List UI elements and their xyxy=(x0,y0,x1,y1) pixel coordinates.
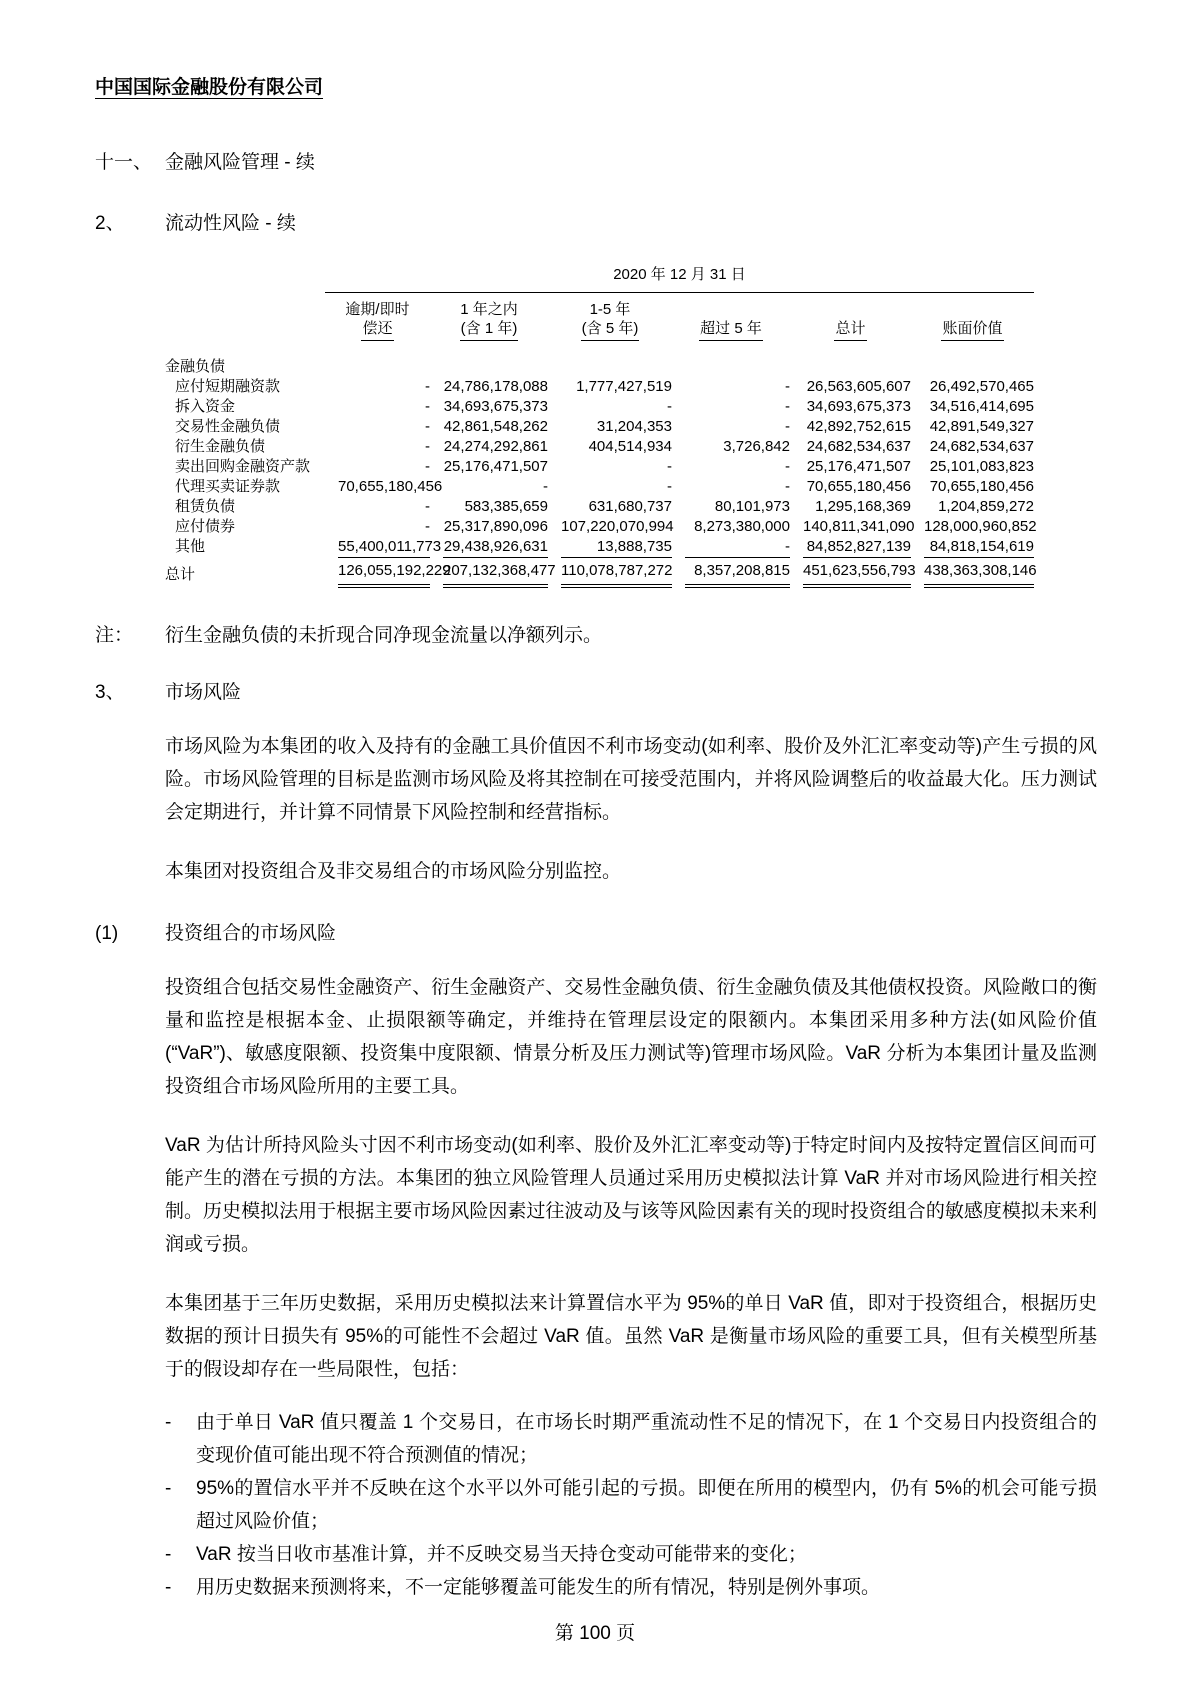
table-cell-r8-c2: 13,888,735 xyxy=(596,538,672,555)
table-cell-r1-c0: - xyxy=(425,398,430,415)
table-cell-r2-c5: 42,891,549,327 xyxy=(929,418,1034,435)
table-cell-r1-c1: 34,693,675,373 xyxy=(443,398,548,415)
table-group-label: 金融负债 xyxy=(165,358,226,375)
market-risk-title: 市场风险 xyxy=(165,682,242,703)
bullet-text: 95%的置信水平并不反映在这个水平以外可能引起的亏损。即便在所用的模型内，仍有 5%的机会可能亏损超过风险价值； xyxy=(196,1478,1097,1532)
note-text: 衍生金融负债的未折现合同净现金流量以净额列示。 xyxy=(165,625,603,646)
table-cell-r7-c5: 128,000,960,852 xyxy=(924,518,1037,535)
table-row-label: 卖出回购金融资产款 xyxy=(175,458,311,475)
var-limitation-item-1 xyxy=(165,1406,1097,1472)
table-cell-r5-c4: 70,655,180,456 xyxy=(806,478,911,495)
section-financial-risk xyxy=(95,147,1095,174)
table-cell-r4-c2: - xyxy=(667,458,672,475)
table-row-label: 其他 xyxy=(175,538,206,555)
table-cell-r6-c0: - xyxy=(425,498,430,515)
table-cell-r0-c5: 26,492,570,465 xyxy=(929,378,1034,395)
table-total-cell-2: 110,078,787,272 xyxy=(548,557,672,588)
table-total-cell-3: 8,357,208,815 xyxy=(672,557,790,588)
table-cell-r3-c1: 24,274,292,861 xyxy=(443,438,548,455)
portfolio-number: (1) xyxy=(95,923,119,944)
section-title: 金融风险管理 - 续 xyxy=(165,152,315,173)
table-cell-r2-c3: - xyxy=(785,418,790,435)
table-cell-r4-c5: 25,101,083,823 xyxy=(929,458,1034,475)
table-col-header-2: 1-5 年 (含 5 年) xyxy=(548,293,672,341)
table-row-label: 交易性金融负债 xyxy=(175,418,281,435)
table-cell-r2-c1: 42,861,548,262 xyxy=(443,418,548,435)
table-cell-r0-c0: - xyxy=(425,378,430,395)
table-cell-r0-c4: 26,563,605,607 xyxy=(806,378,911,395)
table-cell-r4-c0: - xyxy=(425,458,430,475)
table-col-header-4: 总计 xyxy=(790,293,911,341)
table-cell-r3-c3: 3,726,842 xyxy=(723,438,790,455)
bullet-dash: - xyxy=(165,1478,172,1499)
table-cell-r7-c1: 25,317,890,096 xyxy=(443,518,548,535)
table-cell-r5-c5: 70,655,180,456 xyxy=(929,478,1034,495)
table-col-header-5: 账面价值 xyxy=(911,293,1034,341)
table-cell-r5-c2: - xyxy=(667,478,672,495)
table-cell-r2-c2: 31,204,353 xyxy=(596,418,672,435)
table-date-header: 2020 年 12 月 31 日 xyxy=(325,263,1034,293)
bullet-text: 用历史数据来预测将来，不一定能够覆盖可能发生的所有情况，特别是例外事项。 xyxy=(196,1577,881,1598)
bullet-text: 由于单日 VaR 值只覆盖 1 个交易日，在市场长时期严重流动性不足的情况下，在 1 个交易日内投资组合的变现价值可能出现不符合预测值的情况； xyxy=(196,1412,1097,1466)
subsection-title: 流动性风险 - 续 xyxy=(165,213,296,234)
table-cell-r1-c5: 34,516,414,695 xyxy=(929,398,1034,415)
table-cell-r7-c0: - xyxy=(425,518,430,535)
table-cell-r7-c2: 107,220,070,994 xyxy=(561,518,674,535)
market-risk-number: 3、 xyxy=(95,682,125,703)
table-cell-r0-c1: 24,786,178,088 xyxy=(443,378,548,395)
section-number: 十一、 xyxy=(95,152,153,173)
table-row-label: 拆入资金 xyxy=(175,398,236,415)
table-cell-r1-c2: - xyxy=(667,398,672,415)
section-market-risk xyxy=(95,677,1095,704)
table-header-spacer xyxy=(165,334,325,341)
table-row-label: 应付债券 xyxy=(175,518,236,535)
table-cell-r8-c4: 84,852,827,139 xyxy=(806,538,911,555)
company-name: 中国国际金融股份有限公司 xyxy=(95,77,324,98)
table-row-label: 代理买卖证券款 xyxy=(175,478,281,495)
var-limitations-list xyxy=(165,1406,1097,1604)
table-cell-r5-c3: - xyxy=(785,478,790,495)
table-col-header-0: 逾期/即时 偿还 xyxy=(325,293,430,341)
table-total-cell-5: 438,363,308,146 xyxy=(911,557,1034,588)
table-cell-r1-c4: 34,693,675,373 xyxy=(806,398,911,415)
var-limitation-item-4 xyxy=(165,1571,1097,1604)
table-cell-r0-c2: 1,777,427,519 xyxy=(576,378,672,395)
table-cell-r2-c0: - xyxy=(425,418,430,435)
portfolio-paragraph-2: VaR 为估计所持风险头寸因不利市场变动(如利率、股价及外汇汇率变动等)于特定时间内及按特定置信区间而可能产生的潜在亏损的方法。本集团的独立风险管理人员通过采用历史模拟法计算 VaR 并对市场风险进行相关控制。历史模拟法用于根据主要市场风险因素过往波动及与该等风险因素有关的现时投资组合的敏感度模拟未来利润或亏损。 xyxy=(165,1135,1097,1255)
bullet-dash: - xyxy=(165,1577,172,1598)
table-cell-r8-c5: 84,818,154,619 xyxy=(929,538,1034,555)
market-risk-paragraph-1: 市场风险为本集团的收入及持有的金融工具价值因不利市场变动(如利率、股价及外汇汇率变动等)产生亏损的风险。市场风险管理的目标是监测市场风险及将其控制在可接受范围内，并将风险调整后的收益最大化。压力测试会定期进行，并计算不同情景下风险控制和经营指标。 xyxy=(165,736,1097,823)
table-cell-r4-c1: 25,176,471,507 xyxy=(443,458,548,475)
table-cell-r6-c5: 1,204,859,272 xyxy=(938,498,1034,515)
subsection-portfolio-market-risk xyxy=(95,918,1095,945)
table-cell-r3-c2: 404,514,934 xyxy=(588,438,672,455)
liabilities-table-grid xyxy=(165,293,1037,588)
table-cell-r3-c4: 24,682,534,637 xyxy=(806,438,911,455)
table-cell-r8-c0: 55,400,011,773 xyxy=(338,538,442,555)
table-total-label: 总计 xyxy=(165,566,196,583)
table-cell-r5-c1: - xyxy=(543,478,548,495)
table-cell-r2-c4: 42,892,752,615 xyxy=(806,418,911,435)
table-cell-r7-c3: 8,273,380,000 xyxy=(694,518,790,535)
table-total-cell-0: 126,055,192,229 xyxy=(325,557,430,588)
table-cell-r8-c3: - xyxy=(785,538,790,555)
note-label: 注： xyxy=(95,625,134,646)
portfolio-paragraph-3: 本集团基于三年历史数据，采用历史模拟法来计算置信水平为 95%的单日 VaR 值，即对于投资组合，根据历史数据的预计日损失有 95%的可能性不会超过 VaR 值。虽然 VaR 是衡量市场风险的重要工具，但有关模型所基于的假设却存在一些局限性，包括： xyxy=(165,1293,1097,1380)
table-cell-r8-c1: 29,438,926,631 xyxy=(443,538,548,555)
table-total-cell-4: 451,623,556,793 xyxy=(790,557,911,588)
portfolio-paragraph-1: 投资组合包括交易性金融资产、衍生金融资产、交易性金融负债、衍生金融负债及其他债权投资。风险敞口的衡量和监控是根据本金、止损限额等确定，并维持在管理层设定的限额内。本集团采用多种方法(如风险价值(“VaR”)、敏感度限额、投资集中度限额、情景分析及压力测试等)管理市场风险。VaR 分析为本集团计量及监测投资组合市场风险所用的主要工具。 xyxy=(165,977,1097,1097)
table-row-label: 应付短期融资款 xyxy=(175,378,281,395)
table-col-header-3: 超过 5 年 xyxy=(672,293,790,341)
table-cell-r5-c0: 70,655,180,456 xyxy=(338,478,443,495)
market-risk-paragraph-2: 本集团对投资组合及非交易组合的市场风险分别监控。 xyxy=(165,861,622,882)
table-cell-r3-c0: - xyxy=(425,438,430,455)
table-cell-r6-c2: 631,680,737 xyxy=(588,498,672,515)
var-limitation-item-3 xyxy=(165,1538,1097,1571)
table-col-header-1: 1 年之内 (含 1 年) xyxy=(430,293,548,341)
table-cell-r6-c4: 1,295,168,369 xyxy=(815,498,911,515)
table-total-cell-1: 207,132,368,477 xyxy=(430,557,548,588)
table-cell-r4-c3: - xyxy=(785,458,790,475)
maturity-table xyxy=(165,263,1095,588)
var-limitation-item-2 xyxy=(165,1472,1097,1538)
table-cell-r3-c5: 24,682,534,637 xyxy=(929,438,1034,455)
portfolio-title: 投资组合的市场风险 xyxy=(165,923,337,944)
table-note xyxy=(95,620,1095,647)
bullet-dash: - xyxy=(165,1544,172,1565)
table-cell-r6-c1: 583,385,659 xyxy=(464,498,548,515)
table-cell-r0-c3: - xyxy=(785,378,790,395)
table-cell-r1-c3: - xyxy=(785,398,790,415)
table-row-label: 租赁负债 xyxy=(175,498,236,515)
page-number: 第 100 页 xyxy=(554,1623,636,1644)
bullet-dash: - xyxy=(165,1412,172,1433)
table-cell-r7-c4: 140,811,341,090 xyxy=(803,518,915,535)
subsection-number: 2、 xyxy=(95,213,125,234)
table-row-label: 衍生金融负债 xyxy=(175,438,266,455)
bullet-text: VaR 按当日收市基准计算，并不反映交易当天持仓变动可能带来的变化； xyxy=(196,1544,807,1565)
table-cell-r6-c3: 80,101,973 xyxy=(714,498,790,515)
table-cell-r4-c4: 25,176,471,507 xyxy=(806,458,911,475)
subsection-liquidity-risk xyxy=(95,208,1095,235)
